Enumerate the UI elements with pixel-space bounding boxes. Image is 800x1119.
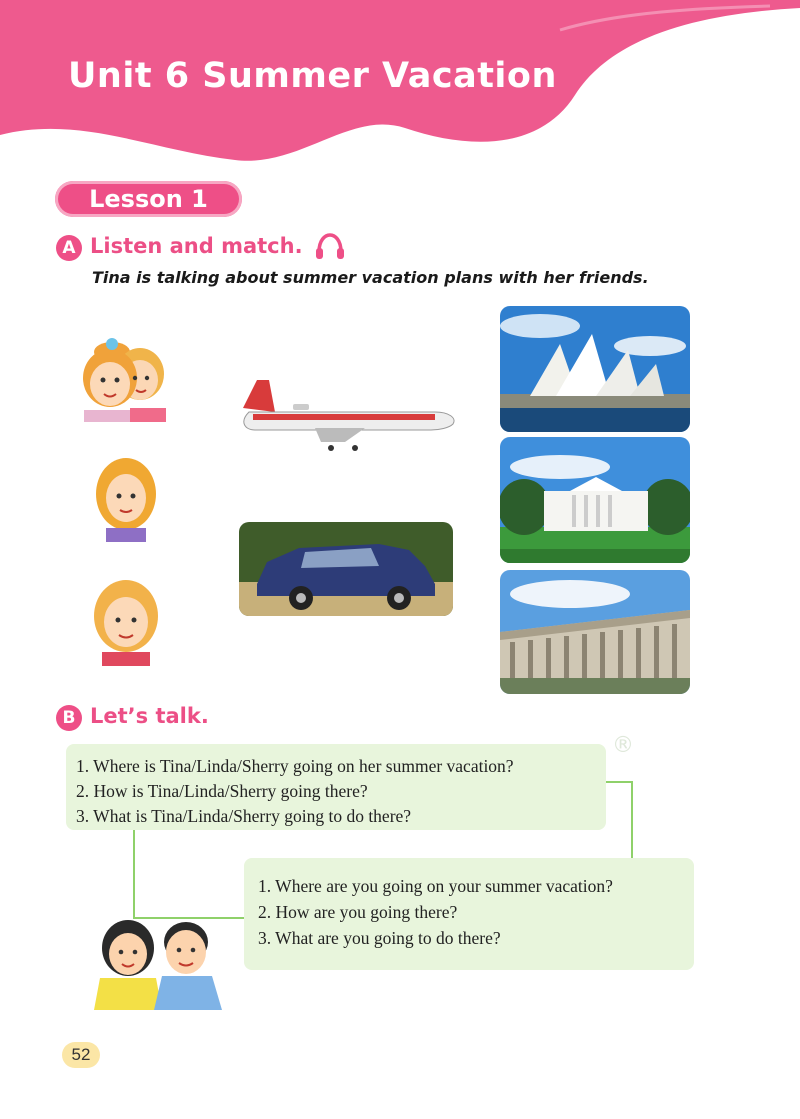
- unit-title: Unit 6 Summer Vacation: [68, 56, 557, 96]
- linda-illustration: [94, 456, 158, 542]
- airplane-illustration: [235, 378, 459, 458]
- suv-car-photo: [239, 522, 453, 616]
- section-a-badge: A: [56, 235, 82, 261]
- page-number: 52: [62, 1042, 100, 1068]
- lesson-badge: [55, 181, 242, 217]
- white-house-photo: [500, 437, 690, 563]
- intro-text: Tina is talking about summer vacation plans with her friends.: [92, 268, 649, 287]
- tina-and-friend-illustration: [74, 322, 174, 422]
- lesson-label: Lesson 1: [89, 185, 208, 213]
- third-person-questions-box: [66, 744, 606, 830]
- question-line: 2. How is Tina/Linda/Sherry going there?: [76, 781, 368, 801]
- british-museum-photo: [500, 570, 690, 694]
- question-line: 3. What are you going to do there?: [258, 928, 501, 948]
- section-a-title: Listen and match.: [90, 234, 303, 258]
- registered-mark: ®: [612, 733, 634, 758]
- sherry-illustration: [90, 578, 162, 666]
- question-line: 1. Where are you going on your summer vacation?: [258, 876, 613, 896]
- section-b-badge: B: [56, 705, 82, 731]
- question-line: 1. Where is Tina/Linda/Sherry going on her summer vacation?: [76, 756, 514, 776]
- sydney-opera-house-photo: [500, 306, 690, 432]
- section-b-title: Let’s talk.: [90, 704, 209, 728]
- headphones-icon: [314, 232, 346, 260]
- question-line: 2. How are you going there?: [258, 902, 458, 922]
- second-person-questions-box: [244, 858, 694, 970]
- question-line: 3. What is Tina/Linda/Sherry going to do there?: [76, 806, 412, 826]
- two-children-illustration: [86, 914, 232, 1010]
